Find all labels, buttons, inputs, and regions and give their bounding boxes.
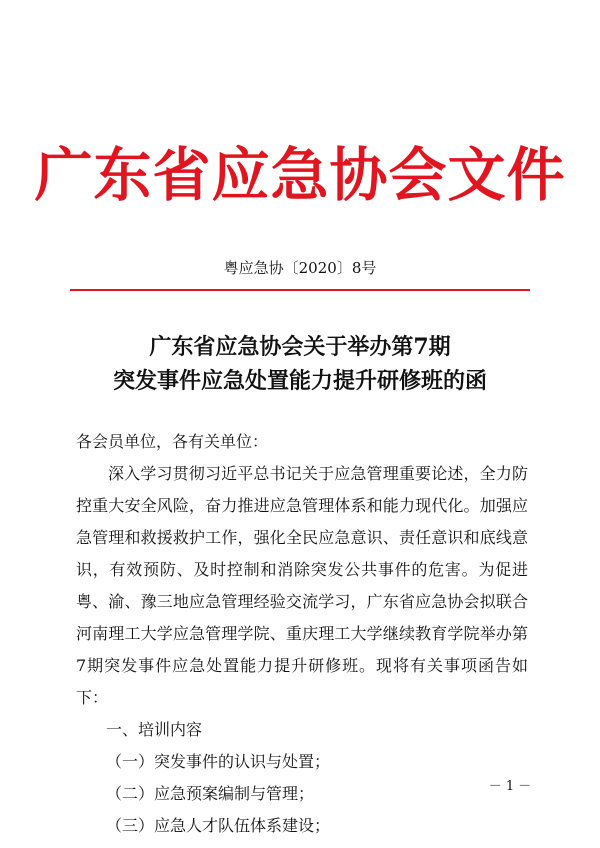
red-divider-line (70, 289, 530, 291)
section-heading: 一、培训内容 (106, 720, 203, 739)
list-item: （三）应急人才队伍体系建设； (106, 816, 331, 835)
list-item: （一）突发事件的认识与处置； (106, 752, 331, 771)
body-paragraph: 深入学习贯彻习近平总书记关于应急管理重要论述，全力防控重大安全风险，奋力推进应急管理体系和能力现代化。加强应急管理和救援救护工作，强化全民应急意识、责任意识和底线意识，有效预防、及时控制和消除突发公共事件的危害。为促进粤、渝、豫三地应急管理经验交流学习，广东省应急协会拟联合河南理工大学应急管理学院、重庆理工大学继续教育学院举办第7期突发事件应急处置能力提升研修班。现将有关事项函告如下： (76, 464, 528, 707)
document-title (0, 330, 600, 398)
masthead-title: 广东省应急协会文件 (34, 141, 566, 209)
document-body (76, 426, 528, 842)
document-number: 粤应急协〔2020〕8号 (223, 259, 377, 277)
list-item: （二）应急预案编制与管理； (106, 784, 315, 803)
title-line-1: 广东省应急协会关于举办第7期 (149, 334, 451, 360)
page-number: － 1 － (488, 779, 532, 794)
salutation: 各会员单位，各有关单位： (76, 432, 269, 451)
title-line-2: 突发事件应急处置能力提升研修班的函 (112, 368, 487, 394)
